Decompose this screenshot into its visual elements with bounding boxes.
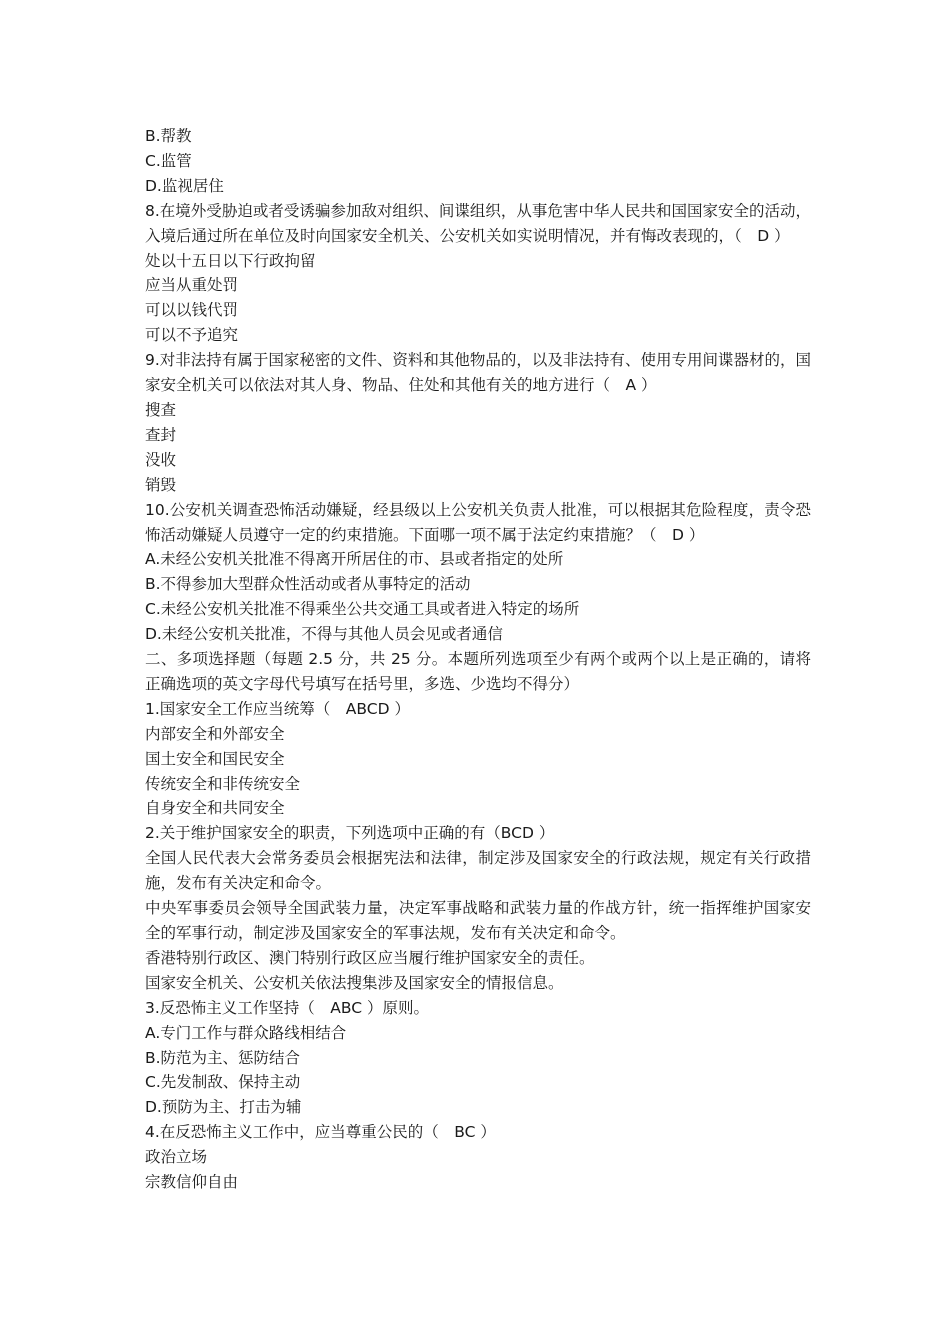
option-line: A.未经公安机关批准不得离开所居住的市、县或者指定的处所 xyxy=(145,550,564,569)
option-line: 可以不予追究 xyxy=(145,326,239,345)
option-line: A.专门工作与群众路线相结合 xyxy=(145,1023,347,1042)
option-line: C.监管 xyxy=(145,151,192,170)
option-line: 香港特别行政区、澳门特别行政区应当履行维护国家安全的责任。 xyxy=(145,948,595,967)
option-line: 政治立场 xyxy=(145,1148,208,1167)
option-line: C.未经公安机关批准不得乘坐公共交通工具或者进入特定的场所 xyxy=(145,600,580,619)
option-line: 可以以钱代罚 xyxy=(145,301,239,320)
question-text: 3.反恐怖主义工作坚持（ ABC ）原则。 xyxy=(145,998,430,1017)
option-line: 全国人民代表大会常务委员会根据宪法和法律，制定涉及国家安全的行政法规，规定有关行政措施，发布有关决定和命令。 xyxy=(145,849,811,893)
option-line: 处以十五日以下行政拘留 xyxy=(145,251,316,270)
option-line: 没收 xyxy=(145,450,177,469)
question-text: 1.国家安全工作应当统筹（ ABCD ） xyxy=(145,699,410,718)
question-text: 4.在反恐怖主义工作中，应当尊重公民的（ BC ） xyxy=(145,1123,496,1142)
document-body xyxy=(145,124,811,1195)
question-text: 2.关于维护国家安全的职责，下列选项中正确的有（BCD ） xyxy=(145,824,555,843)
option-line: 传统安全和非传统安全 xyxy=(145,774,301,793)
option-line: 自身安全和共同安全 xyxy=(145,799,285,818)
question-text: 9.对非法持有属于国家秘密的文件、资料和其他物品的，以及非法持有、使用专用间谍器材的，国家安全机关可以依法对其人身、物品、住处和其他有关的地方进行（ A ） xyxy=(145,351,811,395)
option-line: 搜查 xyxy=(145,400,177,419)
option-line: 国土安全和国民安全 xyxy=(145,749,285,768)
option-line: 中央军事委员会领导全国武装力量，决定军事战略和武装力量的作战方针，统一指挥维护国家安全的军事行动，制定涉及国家安全的军事法规，发布有关决定和命令。 xyxy=(145,899,811,942)
option-line: 内部安全和外部安全 xyxy=(145,724,285,743)
option-line: C.先发制敌、保持主动 xyxy=(145,1073,301,1092)
option-line: 销毁 xyxy=(145,475,177,494)
option-line: 宗教信仰自由 xyxy=(145,1173,239,1192)
option-line: 应当从重处罚 xyxy=(145,276,239,295)
option-line: D.未经公安机关批准，不得与其他人员会见或者通信 xyxy=(145,625,503,644)
option-line: 国家安全机关、公安机关依法搜集涉及国家安全的情报信息。 xyxy=(145,973,564,992)
option-line: B.帮教 xyxy=(145,127,192,145)
option-line: D.监视居住 xyxy=(145,176,224,195)
option-line: B.不得参加大型群众性活动或者从事特定的活动 xyxy=(145,575,471,594)
question-text: 8.在境外受胁迫或者受诱骗参加敌对组织、间谍组织，从事危害中华人民共和国国家安全的活动，入境后通过所在单位及时向国家安全机关、公安机关如实说明情况，并有悔改表现的，（ D ） xyxy=(145,201,811,245)
section-heading: 二、多项选择题（每题 2.5 分，共 25 分。本题所列选项至少有两个或两个以上是正确的，请将正确选项的英文字母代号填写在括号里，多选、少选均不得分） xyxy=(145,650,811,693)
question-text: 10.公安机关调查恐怖活动嫌疑，经县级以上公安机关负责人批准，可以根据其危险程度，责令恐怖活动嫌疑人员遵守一定的约束措施。下面哪一项不属于法定约束措施？（ D ） xyxy=(145,500,811,544)
option-line: B.防范为主、惩防结合 xyxy=(145,1048,301,1067)
option-line: D.预防为主、打击为辅 xyxy=(145,1098,302,1117)
option-line: 查封 xyxy=(145,425,177,444)
